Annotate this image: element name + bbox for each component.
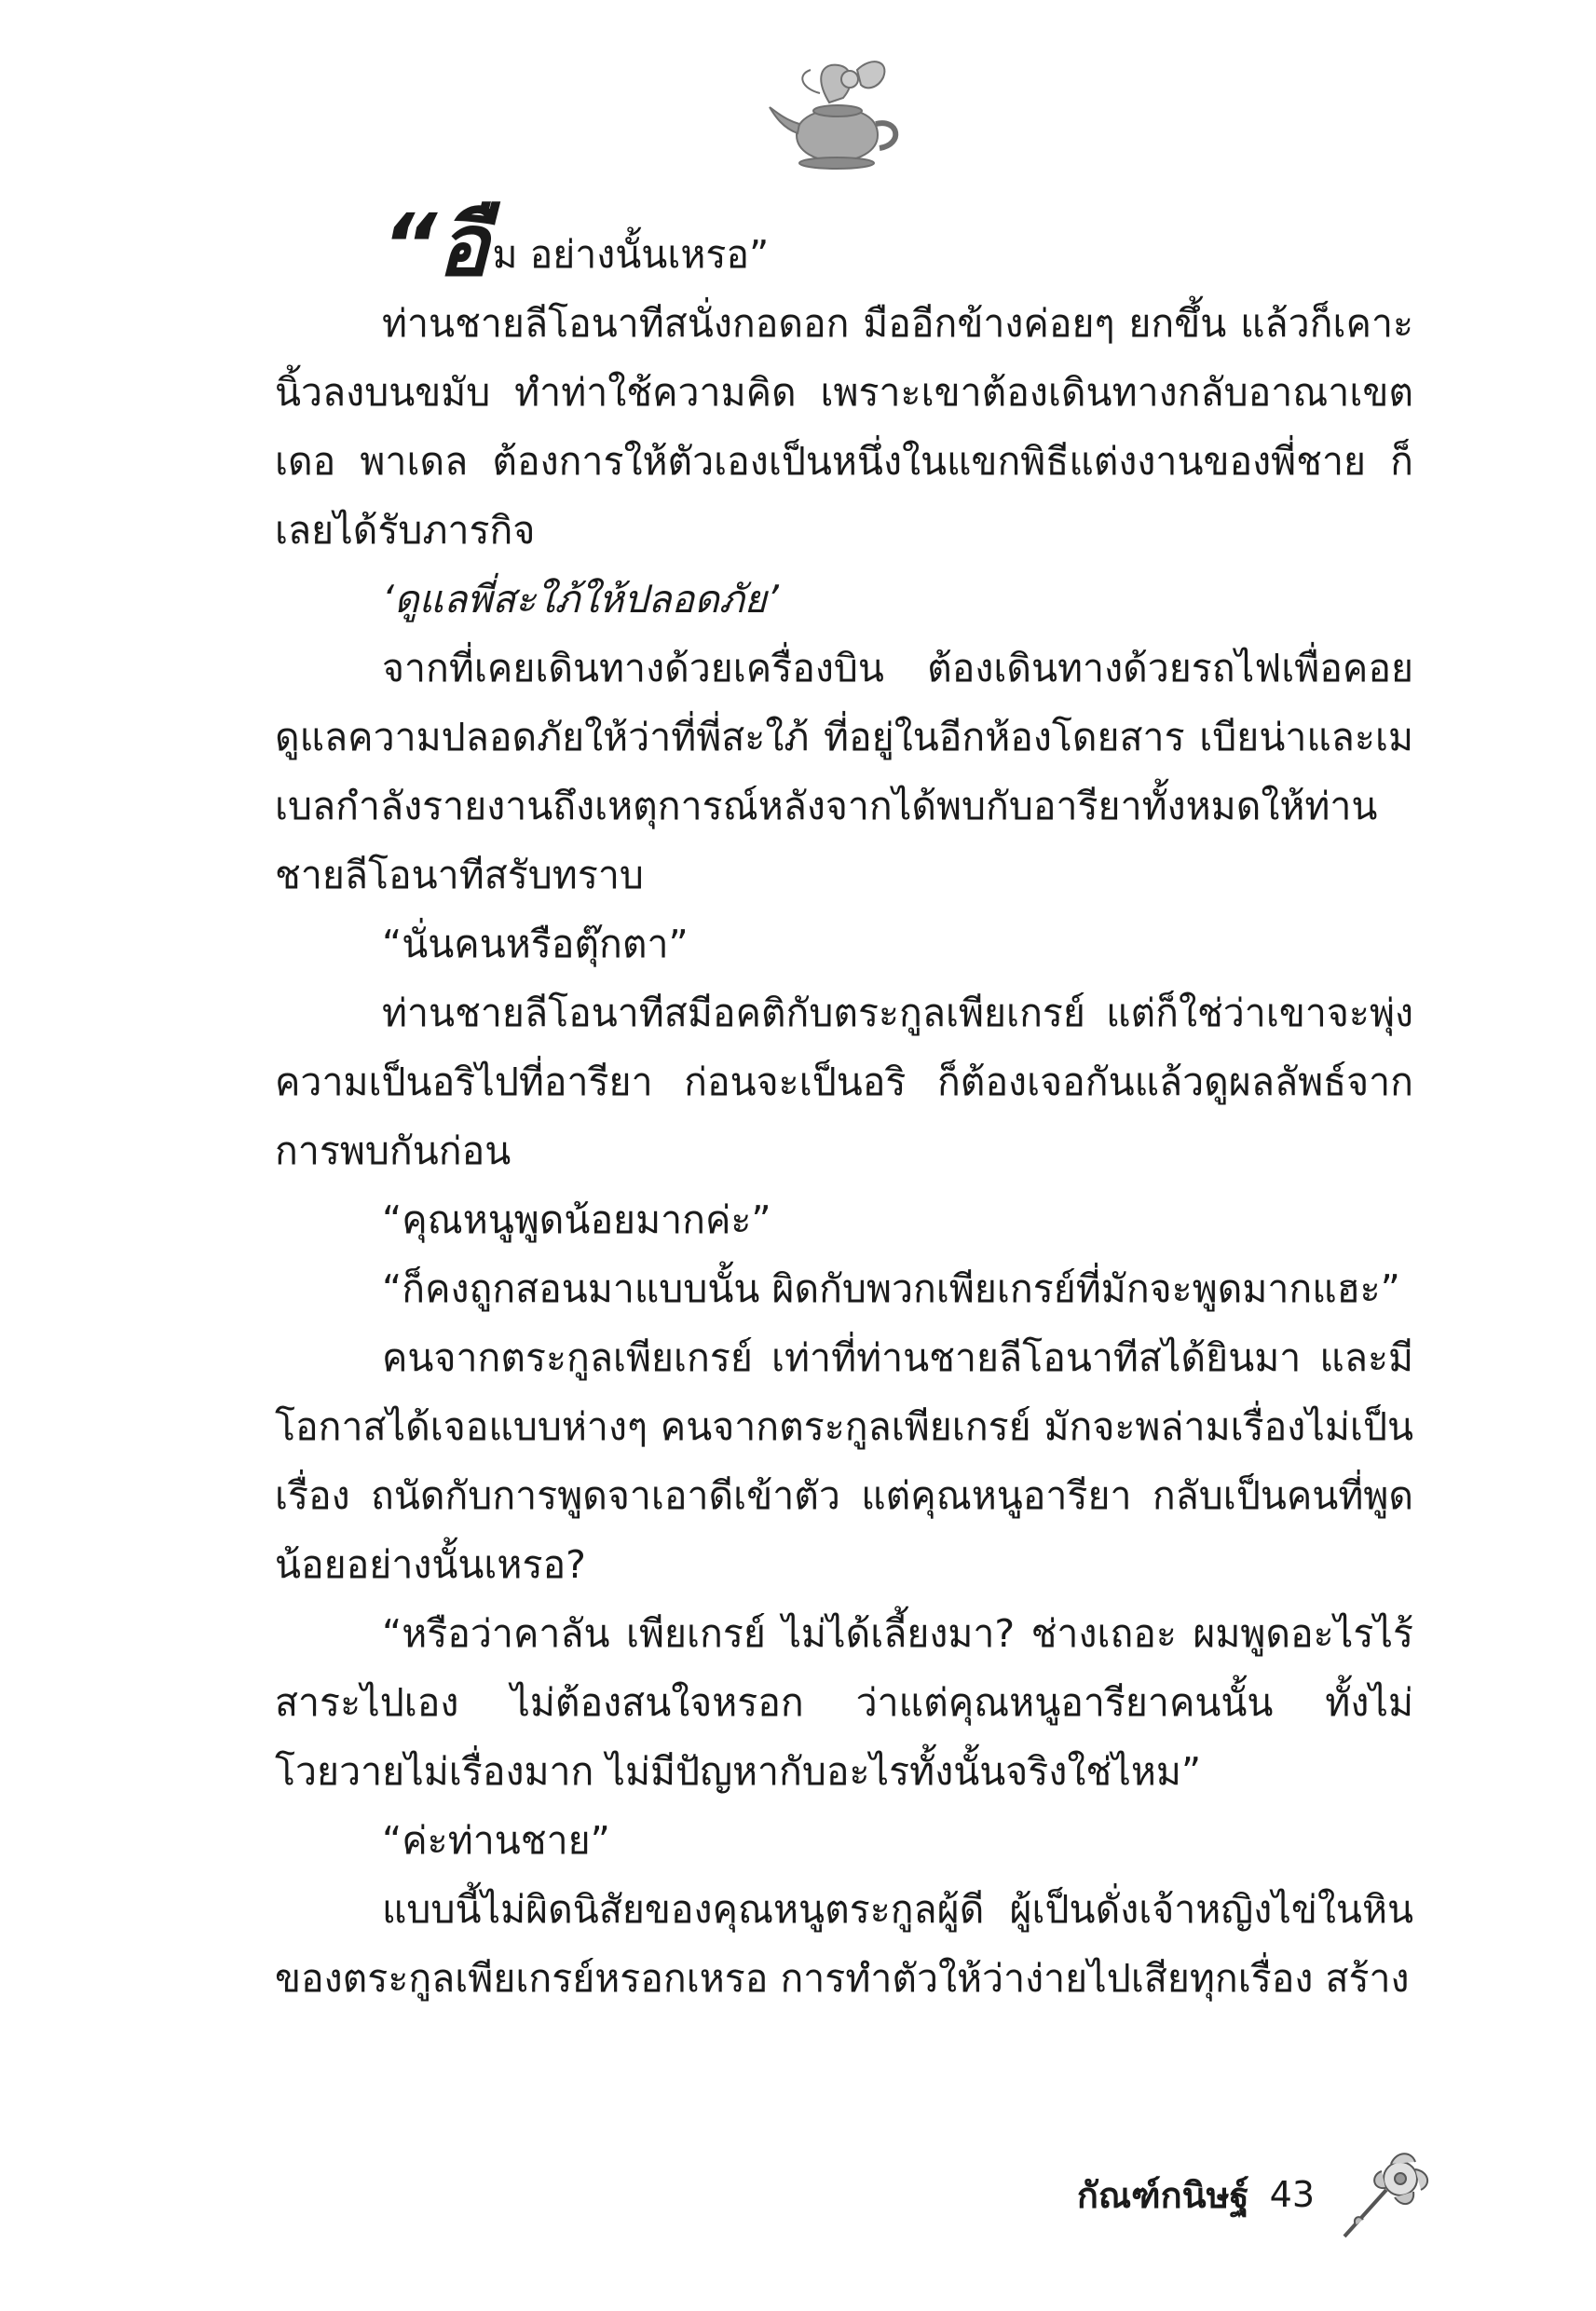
page-footer bbox=[1077, 2143, 1438, 2246]
body-text bbox=[275, 186, 1413, 2013]
paragraph: “ค่ะท่านชาย” bbox=[382, 1818, 610, 1863]
dropcap: “อื bbox=[382, 196, 489, 295]
teapot-cupid-icon bbox=[764, 51, 913, 182]
opening-line bbox=[275, 186, 1413, 295]
paragraph: “คุณหนูพูดน้อยมากค่ะ” bbox=[382, 1197, 771, 1242]
paragraph: ท่านชายลีโอนาทีสนั่งกอดอก มืออีกข้างค่อยๆ ยกขึ้น แล้วก็เคาะนิ้วลงบนขมับ ทำท่าใช้ความคิด เพราะเขาต้องเดินทางกลับอาณาเขต เดอ พาเดล ต้องการให้ตัวเองเป็นหนึ่งในแขกพิธีแต่งงานของพี่ชาย ก็เลยได้รับภารกิจ bbox=[275, 301, 1413, 553]
paragraph: “หรือว่าคาลัน เพียเกรย์ ไม่ได้เลี้ยงมา? ช่างเถอะ ผมพูดอะไรไร้สาระไปเอง ไม่ต้องสนใจหรอก ว่าแต่คุณหนูอารียาคนนั้น ทั้งไม่โวยวายไม่เรื่องมาก ไม่มีปัญหากับอะไรทั้งนั้นจริงใช่ไหม” bbox=[275, 1611, 1413, 1794]
paragraph: แบบนี้ไม่ผิดนิสัยของคุณหนูตระกูลผู้ดี ผู้เป็นดั่งเจ้าหญิงไข่ในหินของตระกูลเพียเกรย์หรอกเหรอ การทำตัวให้ว่าง่ายไปเสียทุกเรื่อง สร้าง bbox=[275, 1887, 1413, 2001]
paragraph: “ก็คงถูกสอนมาแบบนั้น ผิดกับพวกเพียเกรย์ที่มักจะพูดมากแฮะ” bbox=[382, 1266, 1400, 1311]
paragraph: ‘ดูแลพี่สะใภ้ให้ปลอดภัย’ bbox=[382, 577, 779, 622]
opening-rest: ม อย่างนั้นเหรอ” bbox=[492, 232, 770, 277]
paragraph: ท่านชายลีโอนาทีสมีอคติกับตระกูลเพียเกรย์ แต่ก็ใช่ว่าเขาจะพุ่งความเป็นอริไปที่อารียา ก่อนจะเป็นอริ ก็ต้องเจอกันแล้วดูผลลัพธ์จากการพบกันก่อน bbox=[275, 991, 1413, 1173]
page-number: 43 bbox=[1269, 2174, 1315, 2215]
book-title: กัณฑ์กนิษฐ์ bbox=[1076, 2174, 1249, 2216]
paragraph: คนจากตระกูลเพียเกรย์ เท่าที่ท่านชายลีโอนาทีสได้ยินมา และมีโอกาสได้เจอแบบห่างๆ คนจากตระกูลเพียเกรย์ มักจะพล่ามเรื่องไม่เป็นเรื่อง ถนัดกับการพูดจาเอาดีเข้าตัว แต่คุณหนูอารียา กลับเป็นคนที่พูดน้อยอย่างนั้นเหรอ? bbox=[275, 1335, 1413, 1587]
paragraph: “นั่นคนหรือตุ๊กตา” bbox=[382, 922, 689, 966]
flower-icon bbox=[1335, 2143, 1438, 2246]
paragraph: จากที่เคยเดินทางด้วยเครื่องบิน ต้องเดินทางด้วยรถไฟเพื่อคอยดูแลความปลอดภัยให้ว่าที่พี่สะใภ้ ที่อยู่ในอีกห้องโดยสาร เบียน่าและเมเบลกำลังรายงานถึงเหตุการณ์หลังจากได้พบกับอารียาทั้งหมดให้ท่านชายลีโอนาทีสรับทราบ bbox=[275, 646, 1413, 897]
